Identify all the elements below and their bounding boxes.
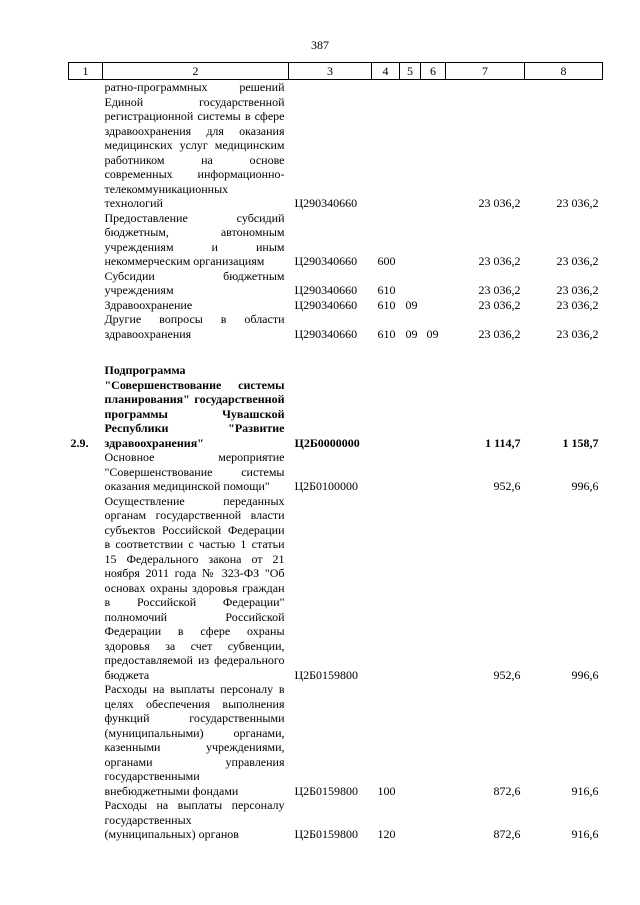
header-row	[69, 63, 603, 80]
row-code: Ц2Б0000000	[294, 435, 360, 450]
row-number	[69, 312, 103, 341]
row-section	[400, 363, 421, 450]
row-expense-type	[372, 450, 400, 494]
row-amount-year2: 916,6	[571, 783, 599, 798]
row-number	[69, 682, 103, 798]
row-amount-year1: 872,6	[493, 827, 521, 841]
header-col-1: 1	[69, 63, 103, 80]
table-row	[69, 312, 603, 341]
row-expense-type: 610	[377, 297, 396, 312]
table-row	[69, 798, 603, 842]
row-amount-year2: 23 036,2	[556, 297, 599, 312]
row-expense-type	[372, 494, 400, 683]
row-section: 09	[405, 297, 418, 312]
row-number	[69, 494, 103, 683]
row-number	[69, 269, 103, 298]
row-code: Ц290340660	[294, 326, 358, 341]
header-col-5: 5	[400, 63, 421, 80]
spacer-cell	[103, 341, 289, 363]
row-amount-year2: 1 158,7	[562, 435, 599, 450]
row-section: 09	[405, 326, 418, 341]
row-section	[400, 211, 421, 269]
row-subsection	[421, 494, 446, 683]
row-expense-type	[372, 363, 400, 450]
row-code: Ц290340660	[294, 196, 358, 210]
spacer-row	[69, 341, 603, 363]
header-col-7: 7	[446, 63, 525, 80]
row-expense-type: 120	[377, 827, 396, 841]
table-row	[69, 298, 603, 313]
row-amount-year1: 23 036,2	[478, 196, 521, 210]
row-section	[400, 494, 421, 683]
row-subsection	[421, 450, 446, 494]
row-number	[69, 298, 103, 313]
row-expense-type	[372, 80, 400, 211]
row-subsection: 09	[426, 326, 439, 341]
row-amount-year1: 23 036,2	[478, 297, 521, 312]
row-section	[400, 682, 421, 798]
row-amount-year1: 1 114,7	[485, 435, 521, 450]
header-col-4: 4	[372, 63, 400, 80]
row-section	[400, 798, 421, 842]
row-subsection	[421, 298, 446, 313]
row-amount-year2: 996,6	[571, 667, 599, 682]
header-col-2: 2	[103, 63, 289, 80]
row-amount-year1: 23 036,2	[478, 254, 521, 268]
row-amount-year1: 952,6	[493, 667, 521, 682]
header-col-6: 6	[421, 63, 446, 80]
row-amount-year2: 23 036,2	[556, 196, 599, 210]
table-row	[69, 211, 603, 269]
row-subsection	[421, 682, 446, 798]
table-row	[69, 450, 603, 494]
row-expense-type: 610	[377, 326, 396, 341]
row-amount-year1: 23 036,2	[478, 283, 521, 297]
row-name: Осуществление переданных органам государственной власти субъектов Российской Федерации в соответствии с частью 1 статьи 15 Федерального закона от 21 ноября 2011 года № 323-ФЗ "Об основах охраны здоровья граждан в Российской Федерации" полномочий Российской Федерации в сфере охраны здоровья за счет субвенции, предоставляемой из федерального бюджета	[104, 493, 285, 682]
row-number	[69, 80, 103, 211]
row-expense-type: 100	[377, 783, 396, 798]
row-code: Ц290340660	[294, 283, 358, 297]
row-section	[400, 80, 421, 211]
row-amount-year2: 916,6	[571, 827, 599, 841]
row-name: Здравоохранение	[104, 297, 193, 312]
table-row	[69, 494, 603, 683]
spacer-cell	[446, 341, 525, 363]
row-section	[400, 269, 421, 298]
row-subsection	[421, 80, 446, 211]
row-subsection	[421, 363, 446, 450]
table-row	[69, 269, 603, 298]
spacer-cell	[421, 341, 446, 363]
row-code: Ц2Б0159800	[294, 667, 359, 682]
spacer-cell	[372, 341, 400, 363]
row-amount-year2: 23 036,2	[556, 326, 599, 341]
row-name: Другие вопросы в области здравоохранения	[104, 312, 285, 341]
spacer-cell	[400, 341, 421, 363]
row-code: Ц290340660	[294, 297, 358, 312]
row-name: Предоставление субсидий бюджетным, автономным учреждениям и иным некоммерческим организациям	[104, 210, 285, 268]
row-code: Ц2Б0159800	[294, 827, 359, 841]
row-section	[400, 450, 421, 494]
row-name: Основное мероприятие "Совершенствование системы оказания медицинской помощи"	[104, 450, 285, 493]
header-col-3: 3	[289, 63, 372, 80]
spacer-cell	[69, 341, 103, 363]
spacer-cell	[525, 341, 603, 363]
page-number: 387	[311, 38, 329, 52]
table-row	[69, 363, 603, 450]
row-name: Расходы на выплаты персоналу в целях обеспечения выполнения функций государственными (муниципальными) органами, казенными учреждениями, органами управления государственными внебюджетными фондами	[104, 682, 285, 798]
row-subsection	[421, 269, 446, 298]
row-name: Подпрограмма "Совершенствование системы планирования" государственной программы Чувашской Республики "Развитие здравоохранения"	[104, 363, 285, 450]
row-amount-year2: 23 036,2	[556, 283, 599, 297]
row-name: ратно-программных решений Единой государственной регистрационной системы в сфере здравоохранения для оказания медицинских услуг медицинским работником на основе современных информационно-телекоммуникационных технологий	[104, 80, 285, 210]
table-row	[69, 682, 603, 798]
row-number: 2.9.	[70, 435, 89, 450]
row-name: Расходы на выплаты персоналу государственных (муниципальных) органов	[104, 798, 285, 841]
row-code: Ц2Б0100000	[294, 479, 359, 493]
row-expense-type: 610	[377, 283, 396, 297]
row-amount-year1: 952,6	[493, 479, 521, 493]
row-number	[69, 450, 103, 494]
row-amount-year2: 996,6	[571, 479, 599, 493]
header-col-8: 8	[525, 63, 603, 80]
row-amount-year1: 872,6	[493, 783, 521, 798]
row-code: Ц2Б0159800	[294, 783, 359, 798]
budget-table	[68, 62, 603, 842]
row-subsection	[421, 211, 446, 269]
table-body	[69, 80, 603, 842]
row-expense-type: 600	[377, 254, 396, 268]
table-row	[69, 80, 603, 211]
row-amount-year1: 23 036,2	[478, 326, 521, 341]
row-number	[69, 798, 103, 842]
row-amount-year2: 23 036,2	[556, 254, 599, 268]
spacer-cell	[289, 341, 372, 363]
row-name: Субсидии бюджетным учреждениям	[104, 268, 285, 297]
row-code: Ц290340660	[294, 254, 358, 268]
row-number	[69, 211, 103, 269]
row-subsection	[421, 798, 446, 842]
